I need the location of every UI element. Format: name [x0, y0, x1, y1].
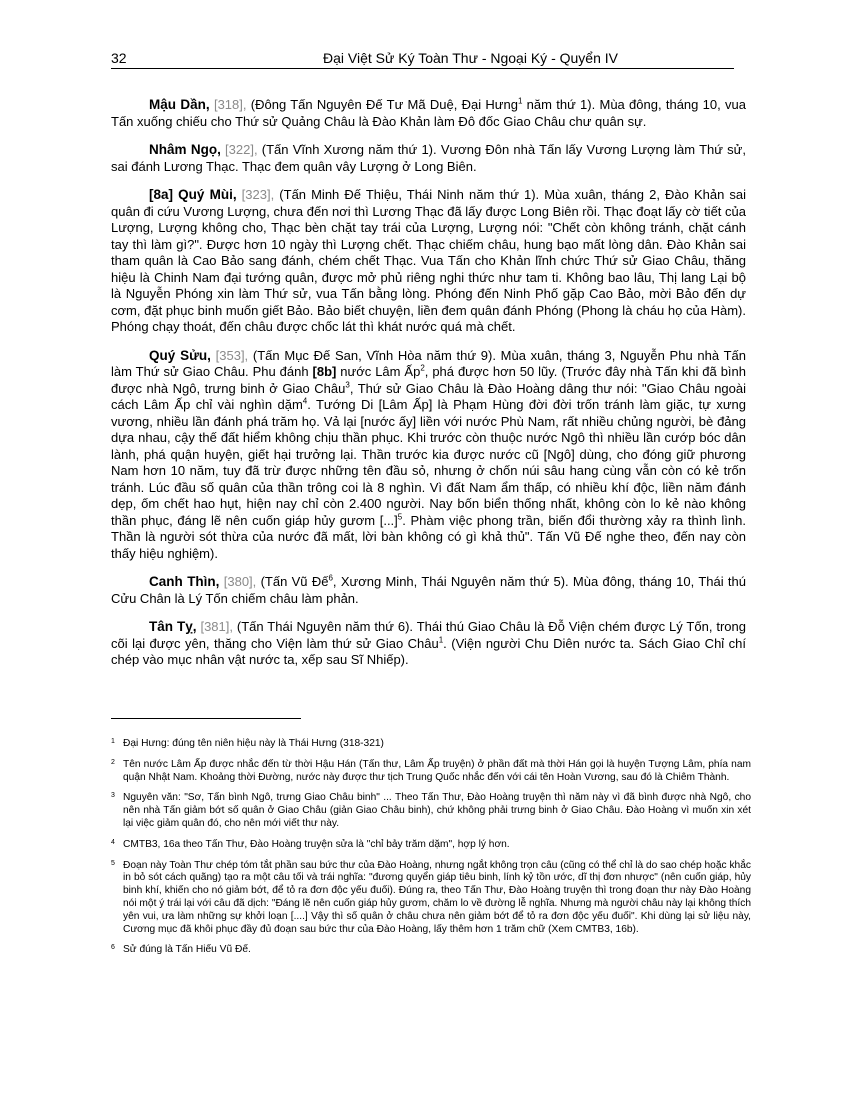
footnote-text: CMTB3, 16a theo Tấn Thư, Đào Hoàng truyện sửa là "chỉ bảy trăm dặm", hợp lý hơn. [123, 838, 510, 850]
footnote-2 [111, 759, 751, 785]
footnote-1 [111, 738, 751, 751]
footnote-number: 6 [111, 944, 115, 952]
year-number: [323], [241, 187, 275, 202]
entry-text: (Tấn Vĩnh Xương năm thứ 1). Vương Đôn nhà Tấn lấy Vương Lượng làm Thứ sử, sai đánh Lương Thạc. Thạc đem quân vây Lượng ở Long Biên. [111, 142, 746, 174]
year-number: [353], [215, 347, 249, 363]
year-number: [380], [223, 574, 257, 589]
year-heading: Quý Sửu, [149, 347, 211, 363]
entry-mau-dan [111, 97, 746, 130]
footnote-text: Nguyên văn: "Sơ, Tấn bình Ngô, trưng Giao Châu binh" ... Theo Tấn Thư, Đào Hoàng truyện thì năm này vì đã bình được nhà Ngô, cho nên nhà Tấn giảm bớt số quân ở Giao Châu (giản Giao Châu binh), chứ không phải trưng binh ở Giao Châu. Đào Hoàng vì muốn xin xét lại việc giảm quân đó, cho nên mới viết thư này. [123, 792, 751, 829]
year-heading: Canh Thìn, [149, 574, 220, 589]
year-heading: Quý Mùi, [178, 187, 237, 202]
footnote-number: 4 [111, 838, 115, 846]
entry-text: (Tấn Mục Đế San, Vĩnh Hòa năm thứ 9). Mùa xuân, tháng 3, Nguyễn Phu nhà Tấn làm Thứ sử Giao Châu. Phu đánh [111, 347, 746, 379]
footnote-ref[interactable]: 1 [517, 96, 523, 106]
footnote-divider [111, 718, 301, 719]
footnote-text: Đoạn này Toàn Thư chép tóm tắt phần sau bức thư của Đào Hoàng, nhưng ngắt không trọn câu (cũng có thể chỉ là do sao chép hoặc khắc in bỏ sót cách quãng) tạo ra một câu tối và trái nghĩa: "đương quyển giáp tiêu binh, lính kỷ tồn ước, dĩ thị đơn nhược" (nên cuốn giáp, hủy binh khí, khiến cho nó giảm bớt, để tỏ ra đơn độc yếu đuối). Đúng ra, theo Tấn Thư, Đào Hoàng truyện thì trong đoạn thư này Đào Hoàng nói một ý trái lại với câu đã dịch: "Đáng lẽ nên cuốn giáp hủy gươm, chăm lo về đường lễ nghĩa. Nhưng mà người châu này lại không thích yên vui, ưa làm những sự khởi loạn [....] Vậy thì số quân ở châu chưa nên giảm bớt để tỏ ra đơn độc yếu đuối". Khi dùng lại sử liệu này, Cương mục đã khôi phục đầy đủ đoạn sau bức thư của Đào Hoàng, lấy thêm hơn 1 trăm chữ (Xem CMTB3, 16b). [123, 859, 751, 935]
year-heading: Nhâm Ngọ, [149, 142, 221, 157]
page-marker: [8b] [312, 364, 337, 379]
footnote-ref[interactable]: 6 [328, 573, 333, 583]
footnote-text: Tên nước Lâm Ấp được nhắc đến từ thời Hậu Hán (Tấn thư, Lâm Ấp truyện) ở phần đất mà thời Hán gọi là huyện Tượng Lâm, phía nam quận Nhật Nam. Khoảng thời Đường, nước này được thư tịch Trung Quốc nhắc đến với cái tên Hoàn Vương, sau đó là Chiêm Thành. [123, 758, 751, 783]
entry-text: . (Viện người Chu Diên nước ta. Sách Giao Chỉ chí chép vào mục nhân vật nước ta, xếp sau Sĩ Nhiếp). [111, 635, 746, 667]
footnote-text: Sử đúng là Tấn Hiếu Vũ Đế. [123, 944, 251, 956]
entry-quy-suu [111, 348, 746, 563]
year-heading: Mậu Dần, [149, 97, 210, 112]
entry-text: (Đông Tấn Nguyên Đế Tư Mã Duệ, Đại Hưng [250, 97, 518, 112]
footnote-number: 3 [111, 792, 115, 800]
footnote-number: 2 [111, 758, 115, 766]
footnote-ref[interactable]: 1 [438, 635, 444, 645]
footnotes [111, 738, 751, 965]
entry-nham-ngo [111, 142, 746, 175]
entry-text: (Tấn Thái Nguyên năm thứ 6). Thái thú Giao Châu là Đỗ Viện chém được Lý Tốn, trong cõi lại được yên, thăng cho Viện làm thứ sử Giao Châu [111, 619, 746, 651]
entry-canh-thin [111, 574, 746, 607]
entry-text: (Tấn Minh Đế Thiệu, Thái Ninh năm thứ 1). Mùa xuân, tháng 2, Đào Khản sai quân đi cứu Vương Lượng, chưa đến nơi thì Lương Thạc đã lấy được Long Biên rồi. Thạc đoạt lấy cờ tiết của Lượng, Lượng không cho, Thạc bèn chặt tay trái của Lượng, Lượng nói: "Chết còn không tránh, chặt cánh tay thì làm gì?". Được hơn 10 ngày thì Lượng chết. Thạc chiếm châu, hung bạo mất lòng dân. Đào Khản sai tham quân là Cao Bảo sang đánh, chém chết Thạc. Vua Tấn cho Khản lĩnh chức Thứ sử Giao Châu, thăng hiệu là Chinh Nam đại tướng quân, được mở phủ riêng nghi thức như tam ti. Không bao lâu, Thị lang Lại bộ là Nguyễn Phóng xin làm Thứ sử, vua Tấn bằng lòng. Phóng đến Ninh Phố gặp Cao Bảo, mời Bảo đến dự cơm, đặt phục binh muốn giết Bảo. Bảo biết chuyện, liền đem quân đánh Phóng (Phong là cháu họ của Hàm). Phóng chạy thoát, đến châu được chốc lát thì khát nước quá mà chết. [111, 187, 747, 334]
running-title: Đại Việt Sử Ký Toàn Thư - Ngoại Ký - Quyển IV [323, 50, 618, 66]
footnote-3 [111, 792, 751, 830]
year-number: [322], [225, 142, 258, 157]
footnote-ref[interactable]: 5 [397, 512, 403, 522]
footnote-4 [111, 839, 751, 852]
footnote-number: 5 [111, 859, 115, 867]
entry-text: . Tướng Di [Lâm Ấp] là Phạm Hùng đời đời trốn tránh làm giặc, tự xưng vương, nhiều lần đánh phá trăm họ. Vả lại [nước ấy] liền với nước Phù Nam, rất nhiều chủng người, bè đảng dựa nhau, cậy thế đất hiểm không chịu thần phục. Khi trước còn thuộc nước Ngô thì nhiều lần cướp bóc dân lành, phá quận huyện, giết hại trưởng lại. Thần trước kia được nước cũ [Ngô] dùng, cho đóng giữ phương Nam hơn 10 năm, tuy đã trừ được những tên đầu sỏ, nhưng ở chốn núi sâu hang cùng vẫn còn có kẻ trốn tránh. Lúc đầu số quân của thần trông coi là 8 nghìn. Vì đất Nam ẩm thấp, có nhiều khí độc, liền năm đánh dẹp, ốm chết hao hụt, hiện nay chỉ còn 2.400 người. Nay bốn biển thống nhất, không còn lo kẻ nào không thần phục, đáng lẽ nên cuốn giáp hủy gươm [...] [111, 397, 746, 528]
page-marker: [8a] [149, 187, 174, 202]
entry-text: , phá được hơn 50 lũy. (Trước đây nhà Tấn khi đã bình được nhà Ngô, trưng binh ở Giao Châu [111, 364, 746, 396]
entry-quy-mui [111, 187, 746, 336]
footnote-ref[interactable]: 4 [302, 396, 308, 406]
page-header [111, 48, 734, 69]
entry-text: , Xương Minh, Thái Nguyên năm thứ 5). Mùa đông, tháng 10, Thái thú Cửu Chân là Lý Tốn chiếm châu làm phản. [111, 574, 746, 606]
entry-tan-ty [111, 619, 746, 669]
body-text [111, 97, 746, 681]
footnote-ref[interactable]: 2 [420, 363, 425, 373]
entry-text: năm thứ 1). Mùa đông, tháng 10, vua Tấn xuống chiếu cho Thứ sử Quảng Châu là Đào Khản làm Đô đốc Giao Châu chư quân sự. [111, 97, 746, 129]
entry-text: , Thứ sử Giao Châu là Đào Hoàng dâng thư nói: "Giao Châu ngoài cách Lâm Ấp chỉ vài nghìn dặm [111, 380, 747, 412]
entry-text: . Phàm việc phong trần, biến đổi thường xảy ra thình lình. Thần là người sót thừa của nước đã mất, lời bàn không có gì khả thủ". Tấn Vũ Đế nghe theo, đến nay còn thấy hiệu nghiệm). [111, 512, 746, 561]
year-number: [318], [213, 97, 247, 112]
page-number: 32 [111, 50, 127, 66]
year-number: [381], [200, 619, 233, 634]
footnote-5 [111, 860, 751, 937]
footnote-6 [111, 944, 751, 957]
footnote-number: 1 [111, 738, 115, 745]
footnote-ref[interactable]: 3 [345, 380, 350, 390]
entry-text: (Tấn Vũ Đế [260, 574, 329, 589]
entry-text: nước Lâm Ấp [336, 364, 421, 379]
footnote-text: Đại Hưng: đúng tên niên hiệu này là Thái Hưng (318-321) [123, 738, 384, 749]
year-heading: Tân Tỵ, [149, 619, 197, 634]
